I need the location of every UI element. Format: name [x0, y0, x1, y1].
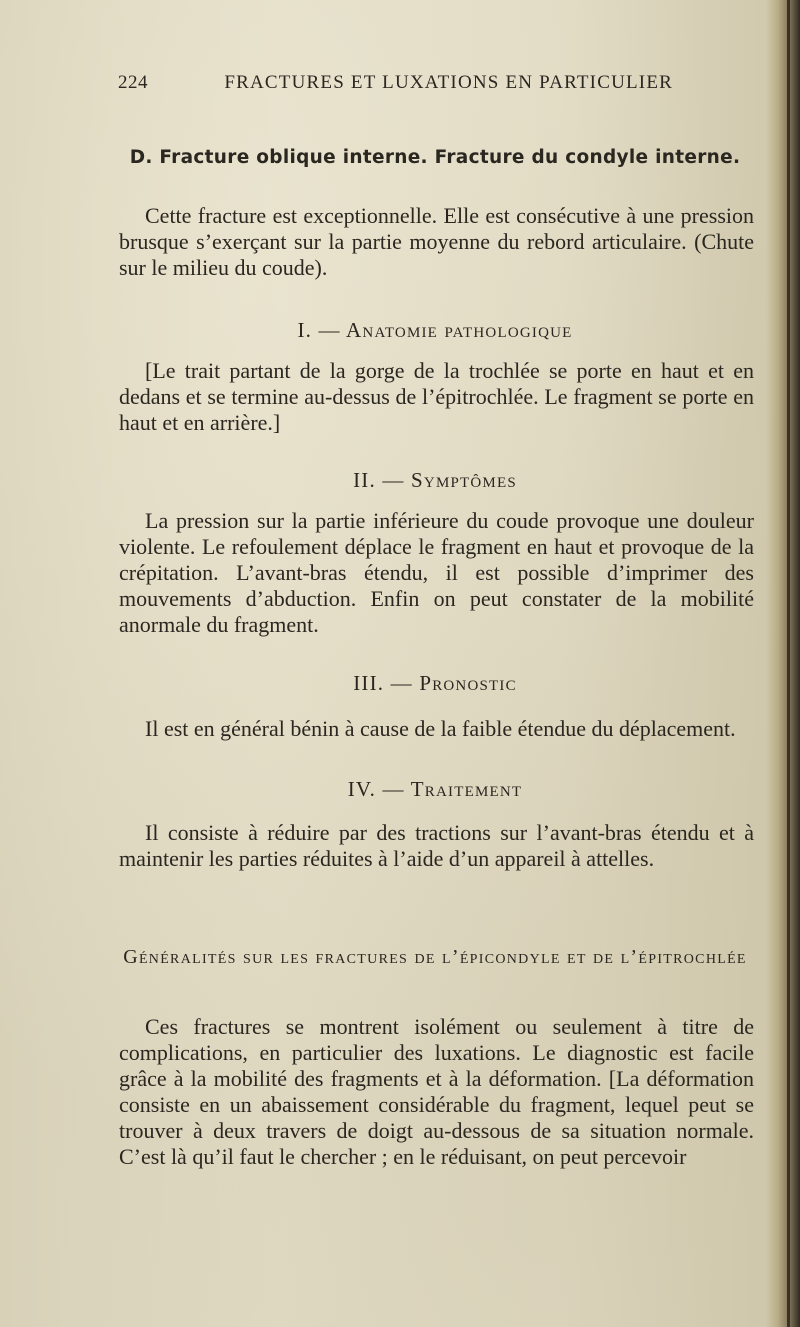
- running-title: FRACTURES ET LUXATIONS EN PARTICULIER: [224, 72, 673, 93]
- heading-symptomes: II. — Symptômes: [353, 468, 517, 492]
- paragraph-symptomes: La pression sur la partie inférieure du coude provoque une douleur violente. Le refoulement déplace le fragment en haut et provoque de la crépitation. L’avant-bras étendu, il est possible d’imprimer des mouvements d’abduction. Enfin on peut constater de la mobilité anormale du fragment.: [119, 508, 754, 637]
- section-title: D. Fracture oblique interne. Fracture du condyle interne.: [129, 147, 741, 168]
- running-head: [118, 72, 673, 94]
- book-spine-shadow: [766, 0, 800, 1327]
- heading-generalites: Généralités sur les fractures de l’épicondyle et de l’épitrochlée: [123, 946, 747, 968]
- paragraph-generalites: Ces fractures se montrent isolément ou seulement à titre de complications, en particulier des luxations. Le diagnostic est facile grâce à la mobilité des fragments et à la déformation. [La déformation consiste en un abaissement considérable du fragment, lequel peut se trouver à deux travers de doigt au-dessous de sa situation normale. C’est là qu’il faut le chercher ; en le réduisant, on peut percevoir: [119, 1014, 754, 1169]
- intro-paragraph: Cette fracture est exceptionnelle. Elle est consécutive à une pression brusque s’exerçant sur la partie moyenne du rebord articulaire. (Chute sur le milieu du coude).: [119, 203, 754, 280]
- heading-pronostic: III. — Pronostic: [353, 671, 517, 695]
- paragraph-traitement: Il consiste à réduire par des tractions sur l’avant-bras étendu et à maintenir les parties réduites à l’aide d’un appareil à attelles.: [119, 820, 754, 871]
- paragraph-pronostic: Il est en général bénin à cause de la faible étendue du déplacement.: [145, 716, 736, 741]
- page-number: 224: [118, 72, 148, 93]
- heading-anatomie: I. — Anatomie pathologique: [297, 318, 573, 342]
- page-edge: [787, 0, 790, 1327]
- heading-traitement: IV. — Traitement: [347, 777, 523, 801]
- paragraph-anatomie: [Le trait partant de la gorge de la trochlée se porte en haut et en dedans et se termine au-dessus de l’épitrochlée. Le fragment se porte en haut et en arrière.]: [119, 358, 754, 435]
